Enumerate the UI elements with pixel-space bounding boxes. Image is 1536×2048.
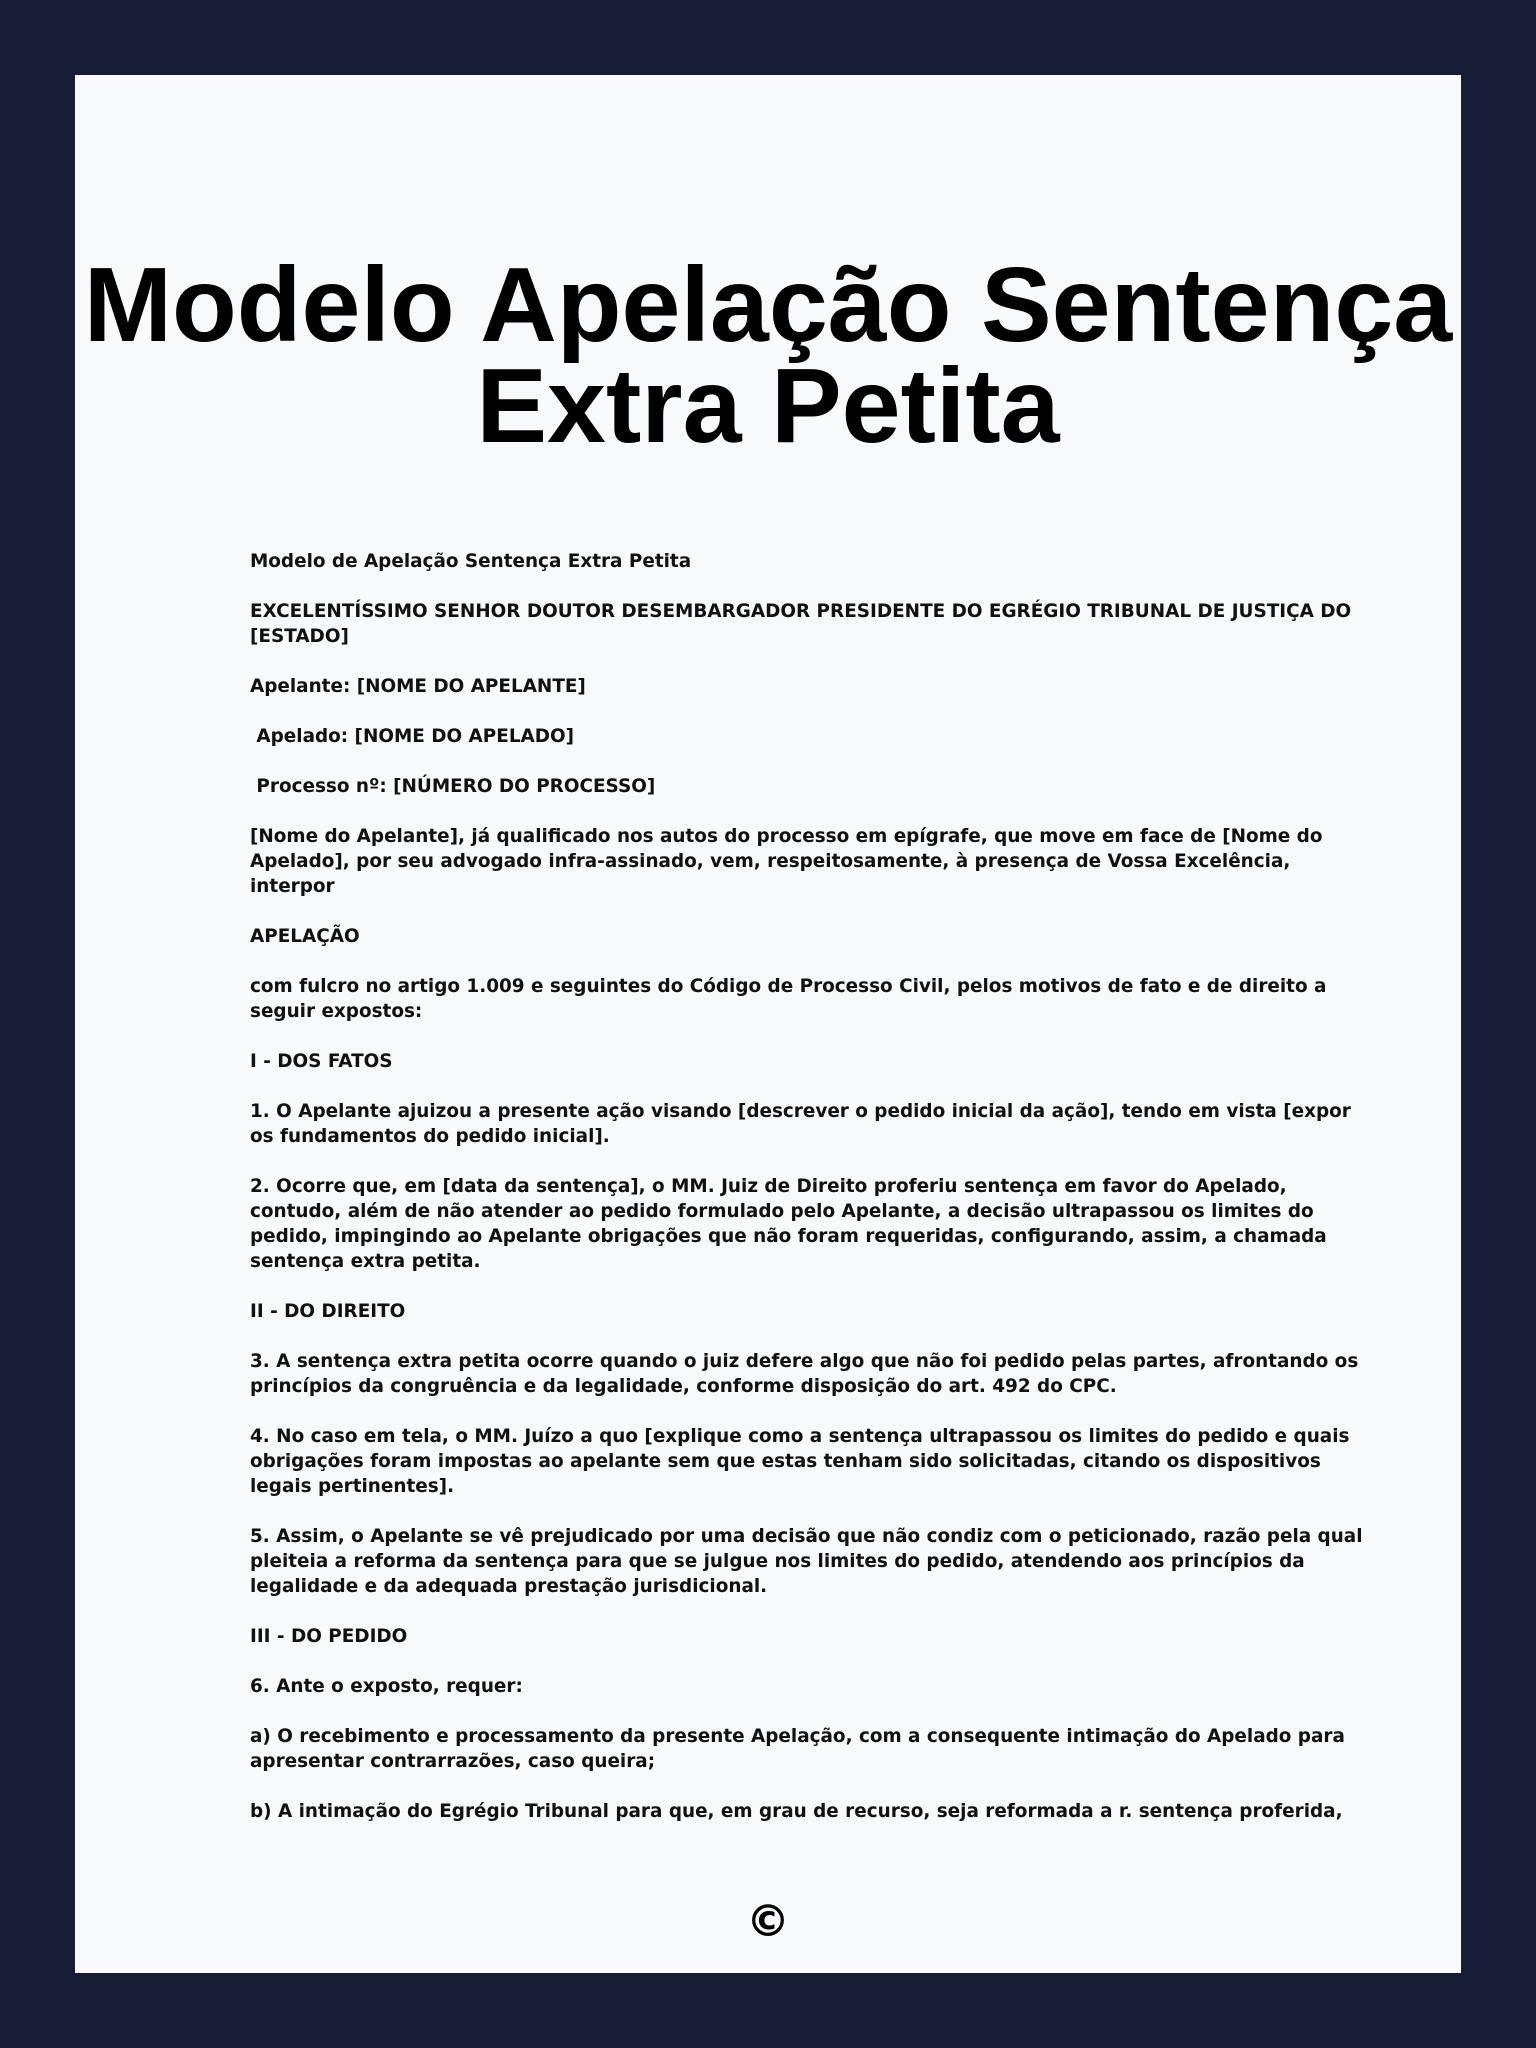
paragraph-4: 4. No caso em tela, o MM. Juízo a quo [explique como a sentença ultrapassou os limites do pedido e quais obrigações foram impostas ao apelante sem que estas tenham sido solicitadas, citando os dispositivos legais pertinentes].: [250, 1426, 1356, 1497]
document-body: [250, 549, 1370, 1849]
addressee: EXCELENTÍSSIMO SENHOR DOUTOR DESEMBARGADOR PRESIDENTE DO EGRÉGIO TRIBUNAL DE JUSTIÇA DO [ESTADO]: [250, 601, 1358, 647]
section-heading-facts: I - DOS FATOS: [250, 1051, 393, 1072]
title-line-1: Modelo Apelação Sentença: [83, 246, 1453, 364]
title-line-2: Extra Petita: [476, 347, 1060, 465]
appeal-heading: APELAÇÃO: [250, 926, 360, 947]
paragraph-5: 5. Assim, o Apelante se vê prejudicado por uma decisão que não condiz com o peticionado, razão pela qual pleiteia a reforma da sentença para que se julgue nos limites do pedido, atendendo aos princípios da legalidade e da adequada prestação jurisdicional.: [250, 1526, 1369, 1597]
section-heading-request: III - DO PEDIDO: [250, 1626, 408, 1647]
paragraph-6: 6. Ante o exposto, requer:: [250, 1676, 523, 1697]
legal-basis-paragraph: com fulcro no artigo 1.009 e seguintes do Código de Processo Civil, pelos motivos de fato e de direito a seguir expostos:: [250, 976, 1333, 1022]
document-heading: Modelo de Apelação Sentença Extra Petita: [250, 551, 692, 572]
appellee-line: Apelado: [NOME DO APELADO]: [250, 726, 575, 747]
document-title: [75, 246, 1461, 465]
process-number-line: Processo nº: [NÚMERO DO PROCESSO]: [250, 776, 656, 797]
appellant-line: Apelante: [NOME DO APELANTE]: [250, 676, 586, 697]
document-page: [75, 75, 1461, 1973]
section-heading-law: II - DO DIREITO: [250, 1301, 406, 1322]
copyright-icon: ©: [746, 1896, 790, 1947]
paragraph-3: 3. A sentença extra petita ocorre quando o juiz defere algo que não foi pedido pelas partes, afrontando os princípios da congruência e da legalidade, conforme disposição do art. 492 do CPC.: [250, 1351, 1365, 1397]
request-item-a: a) O recebimento e processamento da presente Apelação, com a consequente intimação do Apelado para apresentar contrarrazões, caso queira;: [250, 1726, 1352, 1772]
paragraph-2: 2. Ocorre que, em [data da sentença], o MM. Juiz de Direito proferiu sentença em favor do Apelado, contudo, além de não atender ao pedido formulado pelo Apelante, a decisão ultrapassou os limites do pedido, impingindo ao Apelante obrigações que não foram requeridas, configurando, assim, a chamada sentença extra petita.: [250, 1176, 1334, 1272]
intro-paragraph: [Nome do Apelante], já qualificado nos autos do processo em epígrafe, que move em face de [Nome do Apelado], por seu advogado infra-assinado, vem, respeitosamente, à presença de Vossa Excelência, interpor: [250, 826, 1329, 897]
request-item-b: b) A intimação do Egrégio Tribunal para que, em grau de recurso, seja reformada a r. sentença proferida,: [250, 1801, 1343, 1822]
paragraph-1: 1. O Apelante ajuizou a presente ação visando [descrever o pedido inicial da ação], tendo em vista [expor os fundamentos do pedido inicial].: [250, 1101, 1358, 1147]
